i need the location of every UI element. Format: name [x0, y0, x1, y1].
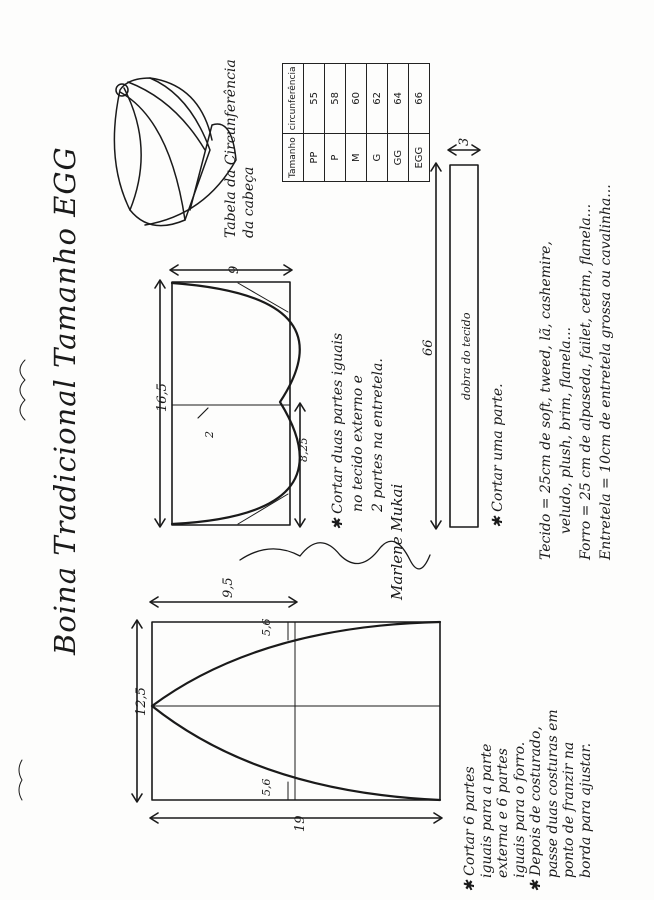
panel-length-label: 19: [293, 815, 308, 832]
visor-piece-outline: [172, 282, 290, 525]
size-cell: M: [346, 134, 367, 182]
panel-note-line: borda para ajustar.: [577, 742, 594, 878]
panel-seam-bottom-label: 5,6: [260, 778, 273, 796]
visor-note-line: ✱ Cortar duas partes iguais: [330, 332, 346, 530]
size-cell: 55: [304, 63, 325, 134]
panel-note-line: externa e 6 partes: [495, 748, 511, 878]
materials-line: Forro = 25 cm de alpaseda, failet, cetim, flanela...: [578, 203, 594, 560]
size-cell: GG: [388, 134, 409, 182]
size-cell: P: [325, 134, 346, 182]
panel-note-line: ponto de franzir na: [561, 741, 577, 878]
panel-note-line: ✱ Depois de costurado,: [528, 726, 544, 892]
band-notes: [488, 383, 508, 528]
materials-notes: [536, 184, 616, 560]
band-note-line: ✱ Cortar uma parte.: [490, 383, 506, 528]
size-table: [282, 66, 425, 182]
visor-small-label: 8,25: [297, 437, 310, 462]
materials-line: Entretela = 10cm de entretela grossa ou cavalinha...: [598, 184, 614, 560]
visor-marker-label: 2: [203, 431, 216, 438]
band-width-label: 3: [457, 137, 472, 146]
visor-piece-curve: [172, 283, 300, 524]
visor-height-label: 9: [227, 265, 242, 274]
size-cell: 58: [325, 63, 346, 134]
signature-text: Marlene Mukai: [388, 483, 406, 600]
panel-note-line: iguais para o forro.: [511, 741, 528, 878]
panel-height-label: 12,5: [134, 687, 149, 716]
materials-line: veludo, plush, brim, flanela...: [558, 326, 574, 534]
panel-notes: [462, 709, 594, 892]
size-cell: EGG: [409, 134, 430, 182]
panel-note-line: iguais para a parte: [478, 743, 495, 878]
band-length-label: 66: [421, 339, 436, 356]
size-table-header: Tamanho: [283, 134, 304, 182]
size-cell: 62: [367, 63, 388, 134]
size-cell: PP: [304, 134, 325, 182]
cap-sketch: [114, 78, 236, 226]
size-table-title: Tabela da Circunferência da cabeça: [223, 59, 257, 238]
band-fold-label: dobra do tecido: [460, 312, 473, 400]
size-cell: 60: [346, 63, 367, 134]
panel-seam-top-label: 5,6: [260, 618, 273, 636]
visor-note-line: no tecido externo e: [350, 375, 366, 512]
visor-notes: [328, 333, 388, 530]
panel-note-line: ✱ Cortar 6 partes: [462, 766, 478, 892]
size-cell: 64: [388, 63, 409, 134]
visor-note-line: 2 partes na entretela.: [370, 358, 386, 512]
materials-line: Tecido = 25cm de soft, tweed, lã, cashemire,: [538, 241, 554, 560]
size-cell: G: [367, 134, 388, 182]
size-cell: 66: [409, 63, 430, 134]
panel-note-line: passe duas costuras em: [544, 709, 561, 878]
page-title: Boina Tradicional Tamanho EGG: [48, 146, 82, 655]
panel-piece-outline: [152, 622, 440, 800]
panel-width-label: 9,5: [221, 577, 236, 598]
panel-piece-curve: [152, 622, 440, 800]
size-table-header: circunferência: [283, 63, 304, 134]
visor-width-label: 16,5: [155, 383, 170, 412]
